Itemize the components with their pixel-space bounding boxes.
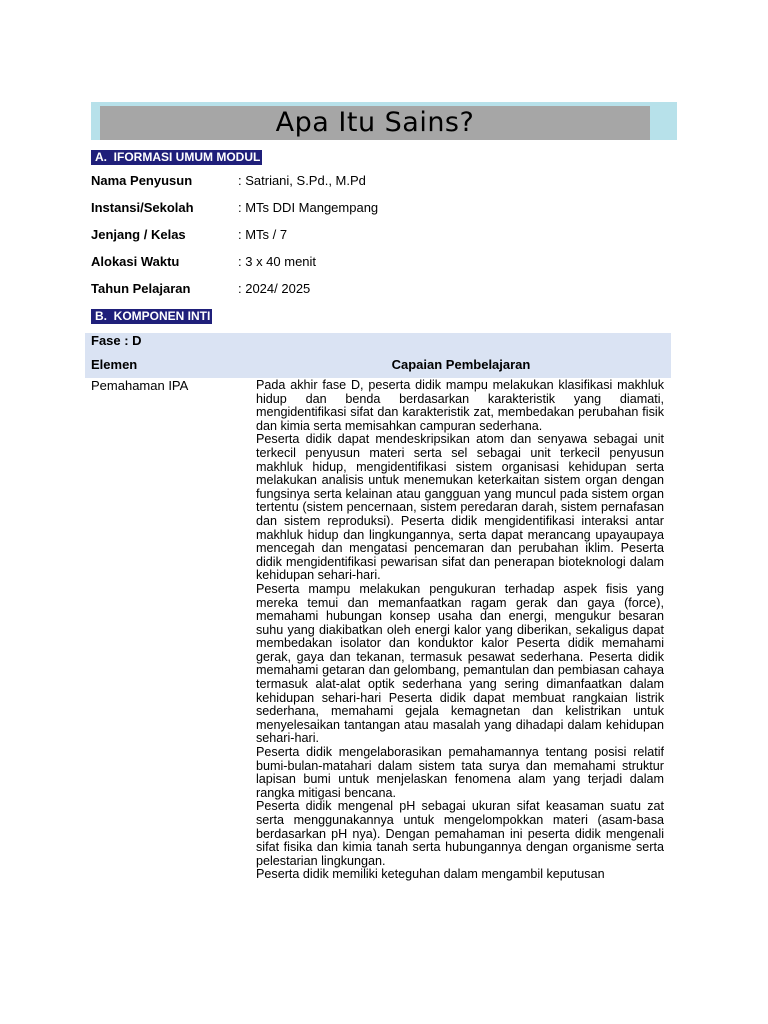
section-a-heading: A. IFORMASI UMUM MODUL xyxy=(91,150,262,165)
info-value-alokasi: : 3 x 40 menit xyxy=(238,254,317,269)
fase-label: Fase : D xyxy=(91,333,142,348)
elemen-cell: Pemahaman IPA xyxy=(91,378,189,393)
capaian-paragraph: Peserta didik dapat mendeskripsikan atom dan senyawa sebagai unit terkecil penyusun materi serta sel sebagai unit terkecil penyusun makhluk hidup, mengidentifikasi sistem organisasi kehidupan serta melakukan analisis untuk menemukan keterkaitan sistem organ dengan fungsinya serta kelainan atau gangguan yang muncul pada sistem organ tertentu (sistem pencernaan, sistem peredaran darah, sistem pernafasan dan sistem reproduksi). Peserta didik mengidentifikasi interaksi antar makhluk hidup dan lingkungannya, serta dapat merancang upayaupaya mencegah dan mengatasi pencemaran dan perubahan iklim. Peserta didik mengidentifikasi pewarisan sifat dan penerapan bioteknologi dalam kehidupan sehari-hari. xyxy=(256,432,664,583)
capaian-paragraph: Peserta didik mengelaborasikan pemahamannya tentang posisi relatif bumi-bulan-matahari dalam sistem tata surya dan memahami struktur lapisan bumi untuk menjelaskan fenomena alam yang terjadi dalam rangka mitigasi bencana. xyxy=(256,745,664,800)
section-b-heading: B. KOMPONEN INTI xyxy=(91,309,212,324)
info-value-instansi: : MTs DDI Mangempang xyxy=(238,200,379,215)
info-label-alokasi: Alokasi Waktu xyxy=(91,254,180,269)
capaian-paragraph: Peserta mampu melakukan pengukuran terhadap aspek fisis yang mereka temui dan memanfaatkan ragam gerak dan gaya (force), memahami hubungan konsep usaha dan energi, mengukur besaran suhu yang diakibatkan oleh energi kalor yang diberikan, sekaligus dapat membedakan isolator dan konduktor kalor Peserta didik memahami gerak, gaya dan tekanan, termasuk pesawat sederhana. Peserta didik memahami getaran dan gelombang, pemantulan dan pembiasan cahaya termasuk alat-alat optik sederhana yang sering dimanfaatkan dalam kehidupan sehari-hari Peserta didik dapat membuat rangkaian listrik sederhana, memahami gejala kemagnetan dan kelistrikan untuk menyelesaikan tantangan atau masalah yang dihadapi dalam kehidupan sehari-hari. xyxy=(256,581,664,746)
info-value-tahun: : 2024/ 2025 xyxy=(238,281,311,296)
capaian-paragraph: Peserta didik mengenal pH sebagai ukuran sifat keasaman suatu zat serta menggunakannya untuk mengelompokkan materi (asam-basa berdasarkan pH nya). Dengan pemahaman ini peserta didik mengenali sifat fisika dan kimia tanah serta hubungannya dengan organisme serta pelestarian lingkungan. xyxy=(256,799,664,868)
info-value-penyusun: : Satriani, S.Pd., M.Pd xyxy=(238,173,366,188)
capaian-paragraph: Peserta didik memiliki keteguhan dalam mengambil keputusan xyxy=(256,867,605,882)
column-header-capaian: Capaian Pembelajaran xyxy=(391,357,531,372)
info-label-tahun: Tahun Pelajaran xyxy=(91,281,191,296)
column-header-elemen: Elemen xyxy=(91,357,138,372)
info-value-jenjang: : MTs / 7 xyxy=(238,227,288,242)
page-title: Apa Itu Sains? xyxy=(100,106,650,140)
info-label-instansi: Instansi/Sekolah xyxy=(91,200,194,215)
capaian-paragraph: Pada akhir fase D, peserta didik mampu melakukan klasifikasi makhluk hidup dan benda berdasarkan karakteristik yang diamati, mengidentifikasi sifat dan karakteristik zat, membedakan perubahan fisik dan kimia serta memisahkan campuran sederhana. xyxy=(256,379,664,433)
info-label-penyusun: Nama Penyusun xyxy=(91,173,193,188)
capaian-cell xyxy=(256,379,664,935)
info-label-jenjang: Jenjang / Kelas xyxy=(91,227,186,242)
